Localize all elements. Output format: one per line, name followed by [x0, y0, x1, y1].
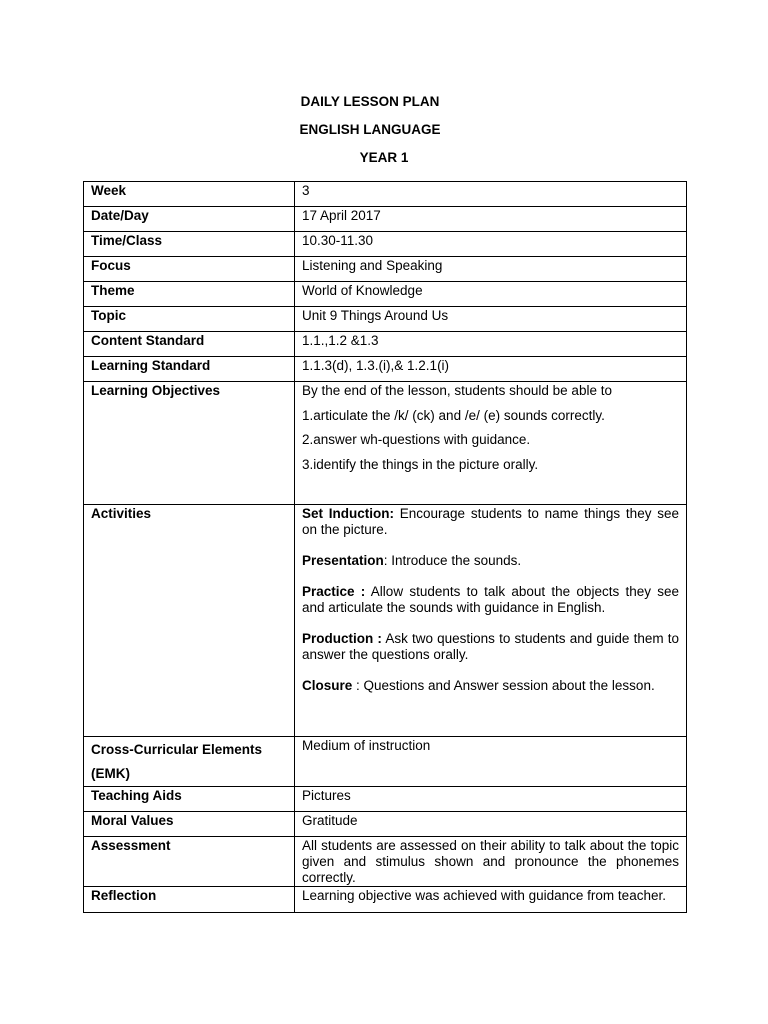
- table-row: [84, 737, 687, 787]
- time-label: Time/Class: [84, 232, 295, 257]
- cross-curricular-label-line2: (EMK): [91, 766, 130, 781]
- table-row: [84, 332, 687, 357]
- moral-values-value: Gratitude: [295, 812, 687, 837]
- table-row: [84, 812, 687, 837]
- focus-label: Focus: [84, 257, 295, 282]
- theme-label: Theme: [84, 282, 295, 307]
- subject-title: ENGLISH LANGUAGE: [299, 122, 441, 137]
- activity-presentation: [302, 553, 679, 569]
- date-label: Date/Day: [84, 207, 295, 232]
- topic-value: Unit 9 Things Around Us: [295, 307, 687, 332]
- reflection-label: Reflection: [84, 887, 295, 913]
- table-row: [84, 207, 687, 232]
- table-row: [84, 787, 687, 812]
- activities-label: Activities: [84, 505, 295, 737]
- table-row: [84, 382, 687, 505]
- cross-curricular-value: Medium of instruction: [295, 737, 687, 787]
- activity-set-induction: [302, 506, 679, 538]
- activity-production: [302, 631, 679, 663]
- cross-curricular-label: [84, 737, 295, 787]
- lesson-plan-table: [83, 181, 687, 913]
- document-header: [0, 94, 768, 178]
- teaching-aids-label: Teaching Aids: [84, 787, 295, 812]
- teaching-aids-value: Pictures: [295, 787, 687, 812]
- objective-3: 3.identify the things in the picture orally.: [302, 456, 539, 472]
- moral-values-label: Moral Values: [84, 812, 295, 837]
- content-standard-value: 1.1.,1.2 &1.3: [295, 332, 687, 357]
- learning-standard-value: 1.1.3(d), 1.3.(i),& 1.2.1(i): [295, 357, 687, 382]
- table-row: [84, 307, 687, 332]
- reflection-value: Learning objective was achieved with guidance from teacher.: [295, 887, 687, 913]
- learning-standard-label: Learning Standard: [84, 357, 295, 382]
- activity-title: Set Induction:: [302, 506, 394, 521]
- theme-value: World of Knowledge: [295, 282, 687, 307]
- table-row: [84, 505, 687, 737]
- activity-title: Presentation: [302, 553, 384, 568]
- activity-text: : Questions and Answer session about the lesson.: [352, 678, 655, 693]
- table-row: [84, 182, 687, 207]
- activity-title: Production :: [302, 631, 382, 646]
- date-value: 17 April 2017: [295, 207, 687, 232]
- activity-title: Practice :: [302, 584, 366, 599]
- table-row: [84, 282, 687, 307]
- assessment-label: Assessment: [84, 837, 295, 887]
- content-standard-label: Content Standard: [84, 332, 295, 357]
- activity-closure: [302, 678, 679, 694]
- objectives-label: Learning Objectives: [84, 382, 295, 505]
- table-row: [84, 257, 687, 282]
- activity-text: Encourage students to name things they see on the picture.: [302, 506, 679, 537]
- time-value: 10.30-11.30: [295, 232, 687, 257]
- objective-2: 2.answer wh-questions with guidance.: [302, 432, 531, 447]
- objective-intro: By the end of the lesson, students should be able to: [302, 383, 612, 398]
- table-row: [84, 357, 687, 382]
- week-value: 3: [295, 182, 687, 207]
- focus-value: Listening and Speaking: [295, 257, 687, 282]
- year-title: YEAR 1: [359, 150, 409, 165]
- objective-1: 1.articulate the /k/ (ck) and /e/ (e) sounds correctly.: [302, 407, 605, 423]
- assessment-value: All students are assessed on their ability to talk about the topic given and stimulus shown and pronounce the phonemes correctly.: [295, 837, 687, 887]
- table-row: [84, 232, 687, 257]
- activity-text: Allow students to talk about the objects they see and articulate the sounds with guidance in English.: [302, 584, 679, 615]
- document-title: DAILY LESSON PLAN: [300, 94, 440, 109]
- table-row: [84, 837, 687, 887]
- activity-practice: [302, 584, 679, 616]
- activity-title: Closure: [302, 678, 353, 693]
- activity-text: Ask two questions to students and guide them to answer the questions orally.: [302, 631, 679, 662]
- topic-label: Topic: [84, 307, 295, 332]
- table-row: [84, 887, 687, 913]
- week-label: Week: [84, 182, 295, 207]
- cross-curricular-label-line1: Cross-Curricular Elements: [91, 742, 263, 757]
- objectives-value: [295, 382, 687, 505]
- activities-value: [295, 505, 687, 737]
- activity-text: : Introduce the sounds.: [383, 553, 522, 568]
